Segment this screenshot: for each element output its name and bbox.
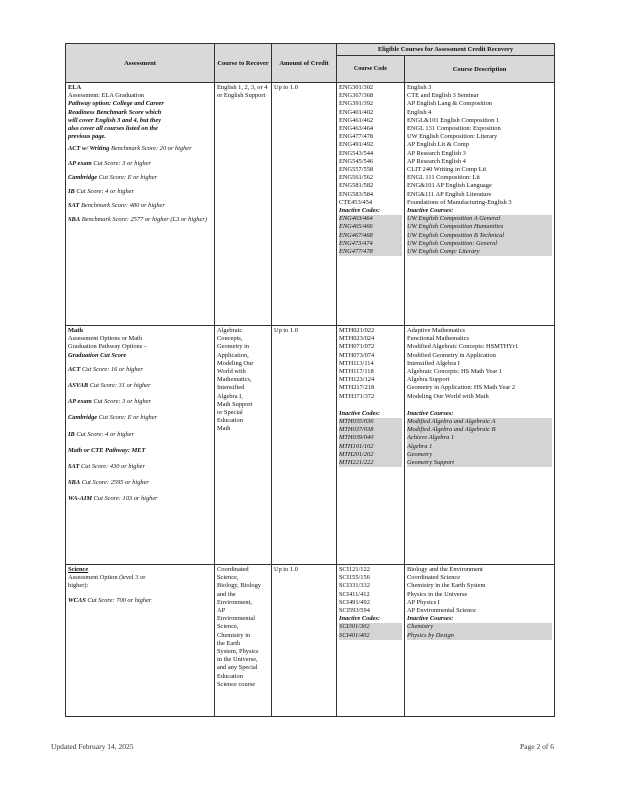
header-course-description: Course Description — [405, 56, 555, 83]
ela-descriptions — [405, 83, 555, 326]
course-description: Geometry in Application: HS Math Year 2 — [407, 384, 516, 392]
course-description: Foundations of Manufacturing-English 3 — [407, 198, 512, 206]
ela-assessment-cell — [66, 83, 215, 326]
header-assessment: Assessment — [66, 44, 215, 83]
science-title: Science — [68, 566, 89, 573]
math-course-to-recover — [215, 326, 272, 565]
course-code: CTE453/454 — [339, 198, 373, 206]
inactive-code: ENG463/464 — [339, 215, 402, 223]
science-assessment-cell — [66, 565, 215, 717]
recover-line: Chemistry in — [217, 631, 251, 639]
course-description: ENG&111 AP English Literature — [407, 190, 492, 198]
course-code: ENG301/302 — [339, 84, 374, 91]
science-amount: Up to 1.0 — [272, 565, 337, 717]
science-score: WCAS Cut Score: 700 or higher — [68, 596, 152, 604]
recover-line: Environment, — [217, 598, 252, 606]
inactive-code: MTH039/040 — [339, 434, 402, 442]
recover-line: Math — [217, 425, 231, 433]
course-description: Modified Geometry in Application — [407, 351, 496, 359]
math-score: Cambridge Cut Score: E or higher — [68, 414, 158, 422]
recover-line: Science course — [217, 680, 256, 688]
inactive-course: UW English Composition: General — [407, 240, 552, 248]
course-description: English 4 — [407, 108, 432, 116]
recover-line: Algebraic — [217, 327, 243, 334]
course-description: Coordinated Science — [407, 574, 461, 582]
footer-page-number: Page 2 of 6 — [520, 742, 554, 751]
ela-score: SAT Benchmark Score: 480 or higher — [68, 202, 165, 210]
ela-score: AP exam Cut Score: 3 or higher — [68, 159, 151, 167]
recover-line: and any Special — [217, 664, 258, 672]
course-description: AP Physics I — [407, 598, 440, 606]
inactive-course: Physics by Design — [407, 632, 552, 640]
recover-line: Algebra I, — [217, 392, 243, 400]
recover-line: Science, — [217, 623, 239, 631]
ela-line: Assessment: ELA Graduation — [68, 92, 144, 100]
science-course-to-recover — [215, 565, 272, 717]
math-line: Graduation Cut Score — [68, 351, 127, 359]
course-code: MTH371/372 — [339, 392, 375, 400]
course-code: ENG463/464 — [339, 125, 374, 133]
course-code: SCI121/122 — [339, 566, 370, 573]
course-code: MTH113/114 — [339, 359, 374, 367]
math-score: Math or CTE Pathway: MET — [68, 446, 146, 454]
course-description: ENG&101 AP English Language — [407, 182, 492, 190]
inactive-course: Algebra 1 — [407, 443, 552, 451]
ela-line: Pathway option: College and Career — [68, 100, 164, 108]
header-course-code: Course Code — [337, 56, 405, 83]
course-description: English 3 — [407, 84, 432, 91]
ela-codes — [337, 83, 405, 326]
math-score: SAT Cut Score: 430 or higher — [68, 463, 146, 471]
recover-line: Concepts, — [217, 335, 243, 343]
recover-line: Mathematics, — [217, 376, 252, 384]
course-description: AP English Lit & Comp — [407, 141, 469, 149]
course-code: ENG461/462 — [339, 116, 374, 124]
math-line: Graduation Pathway Options – — [68, 343, 147, 351]
ela-line: Readiness Benchmark Score which — [68, 108, 162, 116]
course-description: ENGL 131 Composition: Exposition — [407, 125, 501, 133]
inactive-code: SCI401/402 — [339, 632, 402, 640]
course-description: Intensified Algebra I — [407, 359, 460, 367]
math-score: AP exam Cut Score: 3 or higher — [68, 398, 151, 406]
math-amount: Up to 1.0 — [272, 326, 337, 565]
ela-title: ELA — [68, 84, 82, 91]
inactive-code: ENG477/478 — [339, 248, 402, 256]
inactive-course: UW English Comp: Literary — [407, 248, 552, 256]
ela-amount: Up to 1.0 — [272, 83, 337, 326]
course-code: ENG367/368 — [339, 92, 374, 100]
inactive-code: MTH101/102 — [339, 443, 402, 451]
course-description: Algebra Support — [407, 376, 450, 384]
science-line: Assessment Option (level 3 or — [68, 574, 146, 582]
math-score: WA-AIM Cut Score: 103 or higher — [68, 495, 158, 503]
ela-course-to-recover: English 1, 2, 3, or 4 or English Support — [215, 83, 272, 326]
recover-line: Application, — [217, 351, 249, 359]
course-code: ENG561/562 — [339, 174, 374, 182]
ela-score: IB Cut Score: 4 or higher — [68, 188, 134, 196]
inactive-courses-label: Inactive Courses: — [407, 207, 454, 215]
course-code: SCI593/594 — [339, 607, 370, 615]
math-row — [66, 326, 555, 565]
course-description: AP Research English 3 — [407, 149, 466, 157]
inactive-course: UW English Composition A General — [407, 215, 552, 223]
course-description: Chemistry in the Earth System — [407, 582, 486, 590]
inactive-code: ENG473/474 — [339, 240, 402, 248]
science-line: higher): — [68, 582, 89, 590]
course-code: ENG583/584 — [339, 190, 374, 198]
inactive-codes-label: Inactive Codes: — [339, 207, 380, 215]
math-title: Math — [68, 327, 83, 334]
course-code: ENG543/544 — [339, 149, 374, 157]
recover-line: and the — [217, 590, 236, 598]
inactive-course: Modified Algebra and Algebraic B — [407, 426, 552, 434]
inactive-codes-label: Inactive Codes: — [339, 409, 380, 417]
recover-line: Math Support — [217, 400, 253, 408]
inactive-course: Modified Algebra and Algebraic A — [407, 418, 552, 426]
course-description: AP Research English 4 — [407, 157, 466, 165]
header-amount-of-credit: Amount of Credit — [272, 44, 337, 83]
course-description: Functional Mathematics — [407, 335, 469, 343]
course-description: CTE and English 3 Seminar — [407, 92, 479, 100]
science-codes — [337, 565, 405, 717]
recover-line: System, Physics — [217, 648, 259, 656]
inactive-courses-label: Inactive Courses: — [407, 615, 454, 623]
inactive-course: Chemistry — [407, 623, 552, 631]
ela-score: Cambridge Cut Score: E or higher — [68, 173, 158, 181]
course-code: SCI411/412 — [339, 590, 370, 598]
course-description: ENGL 111 Composition: Lit — [407, 174, 480, 182]
course-code: MTH217/218 — [339, 384, 375, 392]
course-code: MTH023/024 — [339, 335, 375, 343]
course-description: Modeling Our World with Math — [407, 392, 489, 400]
ela-line: also cover all courses listed on the — [68, 125, 158, 133]
recover-line: or Special — [217, 409, 243, 417]
recover-line: Intensified — [217, 384, 245, 392]
inactive-code: MTH035/036 — [339, 418, 402, 426]
inactive-code: ENG465/466 — [339, 223, 402, 231]
math-score: ASVAB Cut Score: 31 or higher — [68, 382, 151, 390]
ela-score: ACT w/ Writing Benchmark Score: 20 or higher — [68, 145, 192, 153]
course-description: Biology and the Environment — [407, 566, 483, 573]
course-code: MTH117/118 — [339, 368, 374, 376]
recover-line: in the Universe, — [217, 656, 258, 664]
inactive-code: ENG467/468 — [339, 232, 402, 240]
course-code: MTH021/022 — [339, 327, 375, 334]
course-code: ENG545/546 — [339, 157, 374, 165]
course-code: MTH071/072 — [339, 343, 375, 351]
course-code: MTH073/074 — [339, 351, 375, 359]
course-code: ENG477/478 — [339, 133, 374, 141]
inactive-code: MTH037/038 — [339, 426, 402, 434]
inactive-codes-label: Inactive Codes: — [339, 615, 380, 623]
header-course-to-recover: Course to Recover — [215, 44, 272, 83]
course-description: UW English Composition: Literary — [407, 133, 498, 141]
footer-updated: Updated February 14, 2025 — [51, 742, 134, 751]
ela-line: previous page. — [68, 133, 106, 141]
math-assessment-cell — [66, 326, 215, 565]
course-code: SCI155/156 — [339, 574, 370, 582]
course-description: ENGL&101 English Composition 1 — [407, 116, 500, 124]
inactive-code: MTH201/202 — [339, 451, 402, 459]
credit-recovery-table — [65, 43, 555, 717]
inactive-course: UW English Composition B Technical — [407, 232, 552, 240]
inactive-code: MTH221/222 — [339, 459, 402, 467]
course-description: Algebraic Concepts: HS Math Year 1 — [407, 368, 503, 376]
course-code: MTH123/124 — [339, 376, 375, 384]
recover-line: Environmental — [217, 615, 255, 623]
inactive-course: UW English Composition Humanities — [407, 223, 552, 231]
course-description: AP Environmental Science — [407, 607, 476, 615]
recover-line: Modeling Our — [217, 359, 254, 367]
math-score: ACT Cut Score: 16 or higher — [68, 365, 143, 373]
recover-line: Science, — [217, 574, 239, 582]
inactive-courses-label: Inactive Courses: — [407, 409, 454, 417]
course-code: SCI331/332 — [339, 582, 370, 590]
ela-score: SBA Benchmark Score: 2577 or higher (L3 or higher) — [68, 216, 207, 224]
inactive-code: SCI301/302 — [339, 623, 402, 631]
math-codes — [337, 326, 405, 565]
recover-line: AP — [217, 607, 226, 615]
course-code: ENG557/558 — [339, 166, 374, 174]
course-description: CLIT 240 Writing in Comp Lit — [407, 166, 487, 174]
recover-line: Education — [217, 417, 243, 425]
course-code: ENG581/582 — [339, 182, 374, 190]
ela-line: will cover English 3 and 4, but they — [68, 116, 162, 124]
header-eligible-courses: Eligible Courses for Assessment Credit Recovery — [337, 44, 555, 56]
math-score: IB Cut Score: 4 or higher — [68, 430, 134, 438]
course-code: ENG391/392 — [339, 100, 374, 108]
recover-line: Education — [217, 672, 243, 680]
recover-line: Geometry in — [217, 343, 250, 351]
course-code: ENG401/402 — [339, 108, 374, 116]
course-description: Adaptive Mathematics — [407, 327, 466, 334]
inactive-course: Geometry Support — [407, 459, 552, 467]
course-description: Modified Algebraic Concepts: HSMTHYr1 — [407, 343, 519, 351]
recover-line: Coordinated — [217, 566, 249, 573]
math-descriptions — [405, 326, 555, 565]
course-code: ENG491/492 — [339, 141, 374, 149]
math-score: SBA Cut Score: 2595 or higher — [68, 479, 149, 487]
inactive-course: Achieve Algebra 1 — [407, 434, 552, 442]
recover-line: the Earth — [217, 639, 241, 647]
course-description: AP English Lang & Composition — [407, 100, 492, 108]
math-line: Assessment Options or Math — [68, 335, 143, 343]
course-description: Physics in the Universe — [407, 590, 468, 598]
recover-line: Biology, Biology — [217, 582, 261, 590]
science-descriptions — [405, 565, 555, 717]
science-row — [66, 565, 555, 717]
inactive-course: Geometry — [407, 451, 552, 459]
recover-line: World with — [217, 368, 246, 376]
ela-row — [66, 83, 555, 326]
course-code: SCI491/492 — [339, 598, 370, 606]
